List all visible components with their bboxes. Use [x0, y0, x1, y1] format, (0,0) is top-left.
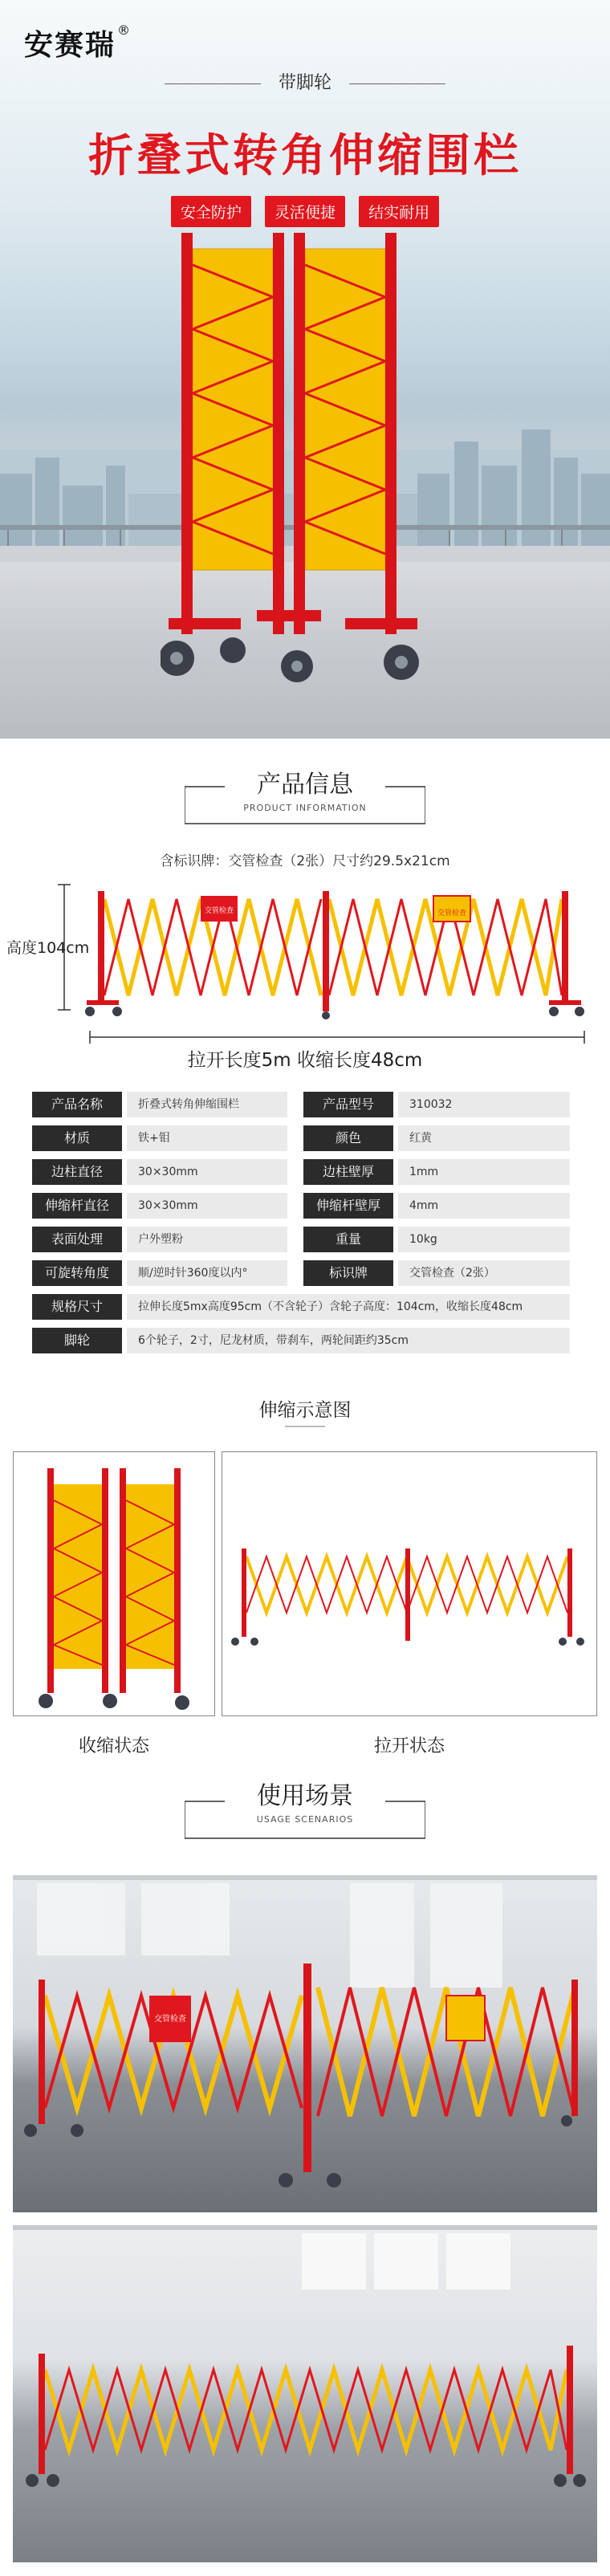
- spec-row: [32, 1092, 570, 1117]
- brand-logo: 安赛瑞 ®: [24, 22, 132, 62]
- spec-key: 产品型号: [303, 1092, 393, 1117]
- spec-key: 伸缩杆壁厚: [303, 1193, 393, 1219]
- spec-value: 顺/逆时针360度以内°: [127, 1260, 287, 1286]
- heading-frame: [185, 1793, 425, 1841]
- height-label: 高度104cm: [6, 939, 90, 957]
- collapsed-caption: 收缩状态: [78, 1736, 149, 1756]
- usage-photo-2: [13, 2225, 597, 2562]
- hero-subtitle: 带脚轮: [0, 69, 610, 94]
- usage-photo-1: [13, 1875, 597, 2212]
- sign-right-text: 交管检查: [437, 910, 467, 918]
- expanded-state-frame: [222, 1451, 597, 1716]
- expanded-barrier-small: [222, 1452, 596, 1715]
- spec-key: 材质: [32, 1125, 122, 1151]
- spec-row: [32, 1227, 570, 1252]
- diagram-heading: 伸缩示意图: [258, 1400, 352, 1421]
- spec-row: [32, 1125, 570, 1151]
- spec-value: 6个轮子，2寸，尼龙材质，带刹车，两轮间距约35cm: [127, 1328, 570, 1353]
- collapsed-state-frame: [13, 1451, 215, 1716]
- spec-row: [32, 1260, 570, 1286]
- spec-row: [32, 1159, 570, 1185]
- spec-value: 10kg: [398, 1227, 570, 1252]
- product-info-heading: 产品信息 PRODUCT INFORMATION: [243, 771, 367, 813]
- heading-frame: [185, 779, 425, 827]
- spec-row: [32, 1294, 570, 1320]
- heading-underline: [285, 1426, 325, 1427]
- usage-sign-text: 交管检查: [154, 2015, 186, 2024]
- spec-row: [32, 1193, 570, 1219]
- tag-safety: 安全防护: [171, 196, 251, 227]
- spec-value: 30×30mm: [127, 1159, 287, 1185]
- spec-value: 交管检查（2张）: [398, 1260, 570, 1286]
- spec-value: 4mm: [398, 1193, 570, 1219]
- length-dimension-line: [88, 1029, 586, 1045]
- usage-heading: 使用场景 USAGE SCENARIOS: [256, 1782, 354, 1825]
- sign-left-text: 交管检查: [204, 907, 234, 915]
- spec-value: 拉伸长度5mx高度95cm（不含轮子）含轮子高度：104cm，收缩长度48cm: [127, 1294, 570, 1320]
- spec-row: [32, 1328, 570, 1353]
- spec-key: 重量: [303, 1227, 393, 1252]
- spec-value: 折叠式转角伸缩围栏: [127, 1092, 287, 1117]
- spec-key: 规格尺寸: [32, 1294, 122, 1320]
- length-label: 拉开长度5m 收缩长度48cm: [187, 1050, 423, 1071]
- spec-key: 边柱直径: [32, 1159, 122, 1185]
- spec-key: 脚轮: [32, 1328, 122, 1353]
- sign-note: 含标识牌：交管检查（2张）尺寸约29.5x21cm: [160, 853, 450, 869]
- spec-key: 可旋转角度: [32, 1260, 122, 1286]
- expanded-caption: 拉开状态: [373, 1736, 445, 1756]
- spec-key: 表面处理: [32, 1227, 122, 1252]
- spec-value: 户外塑粉: [127, 1227, 287, 1252]
- tag-durable: 结实耐用: [359, 196, 439, 227]
- spec-key: 标识牌: [303, 1260, 393, 1286]
- tag-flexible: 灵活便捷: [265, 196, 345, 227]
- spec-value: 红黄: [398, 1125, 570, 1151]
- usage-scene-2: [13, 2225, 597, 2562]
- spec-key: 颜色: [303, 1125, 393, 1151]
- expanded-barrier-diagram: [80, 883, 594, 1019]
- collapsed-barrier-small: [14, 1452, 214, 1715]
- spec-value: 310032: [398, 1092, 570, 1117]
- spec-key: 边柱壁厚: [303, 1159, 393, 1185]
- spec-key: 伸缩杆直径: [32, 1193, 122, 1219]
- hero-title: 折叠式转角伸缩围栏: [88, 130, 522, 182]
- spec-value: 30×30mm: [127, 1193, 287, 1219]
- spec-value: 铁+钼: [127, 1125, 287, 1151]
- spec-table: [32, 1092, 570, 1361]
- feature-tags: [0, 196, 610, 227]
- hero-banner: [0, 0, 610, 739]
- collapsed-barrier-image: [161, 233, 433, 698]
- usage-scene-1: [13, 1875, 597, 2212]
- spec-key: 产品名称: [32, 1092, 122, 1117]
- spec-value: 1mm: [398, 1159, 570, 1185]
